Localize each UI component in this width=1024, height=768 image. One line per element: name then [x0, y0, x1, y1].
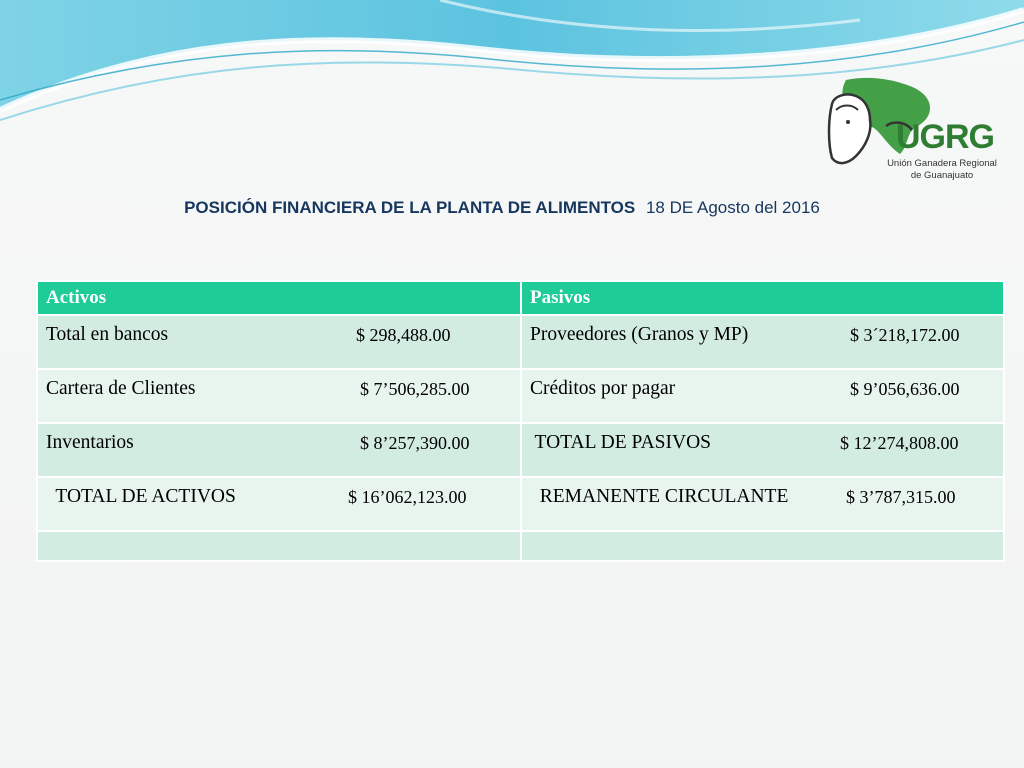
table-row [37, 423, 1004, 477]
remanente-label: REMANENTE CIRCULANTE [530, 486, 789, 507]
logo-organization-name [878, 158, 1006, 182]
remanente-amount: $ 3’787,315.00 [846, 487, 956, 507]
activo-amount: $ 7’506,285.00 [360, 379, 470, 399]
table-header-row [37, 281, 1004, 315]
pasivo-label: Proveedores (Granos y MP) [530, 324, 749, 345]
table-row [37, 315, 1004, 369]
pasivo-label: Créditos por pagar [530, 378, 676, 399]
title-main: POSICIÓN FINANCIERA DE LA PLANTA DE ALIMENTOS [184, 198, 636, 217]
table-row [37, 369, 1004, 423]
pasivo-total-amount: $ 12’274,808.00 [840, 433, 959, 453]
pasivo-total-label: TOTAL DE PASIVOS [530, 432, 712, 453]
page-title [0, 198, 1004, 218]
ugrg-logo [826, 74, 1006, 186]
activo-label: Inventarios [46, 432, 134, 453]
empty-cell [37, 531, 521, 561]
activo-total-label: TOTAL DE ACTIVOS [46, 486, 236, 507]
activo-label: Cartera de Clientes [46, 378, 196, 399]
financial-position-table [36, 280, 1005, 562]
header-activos: Activos [37, 281, 521, 315]
activo-label: Total en bancos [46, 324, 169, 345]
activo-total-amount: $ 16’062,123.00 [348, 487, 467, 507]
table-row-empty [37, 531, 1004, 561]
logo-name-line2: de Guanajuato [910, 170, 974, 181]
pasivo-amount: $ 3´218,172.00 [850, 325, 960, 345]
activo-amount: $ 298,488.00 [356, 325, 451, 345]
activo-amount: $ 8’257,390.00 [360, 433, 470, 453]
logo-abbreviation: UGRG [896, 118, 994, 156]
header-pasivos: Pasivos [521, 281, 1004, 315]
logo-name-line1: Unión Ganadera Regional [887, 158, 997, 169]
table-row [37, 477, 1004, 531]
title-date: 18 DE Agosto del 2016 [645, 198, 820, 217]
pasivo-amount: $ 9’056,636.00 [850, 379, 960, 399]
empty-cell [521, 531, 1004, 561]
